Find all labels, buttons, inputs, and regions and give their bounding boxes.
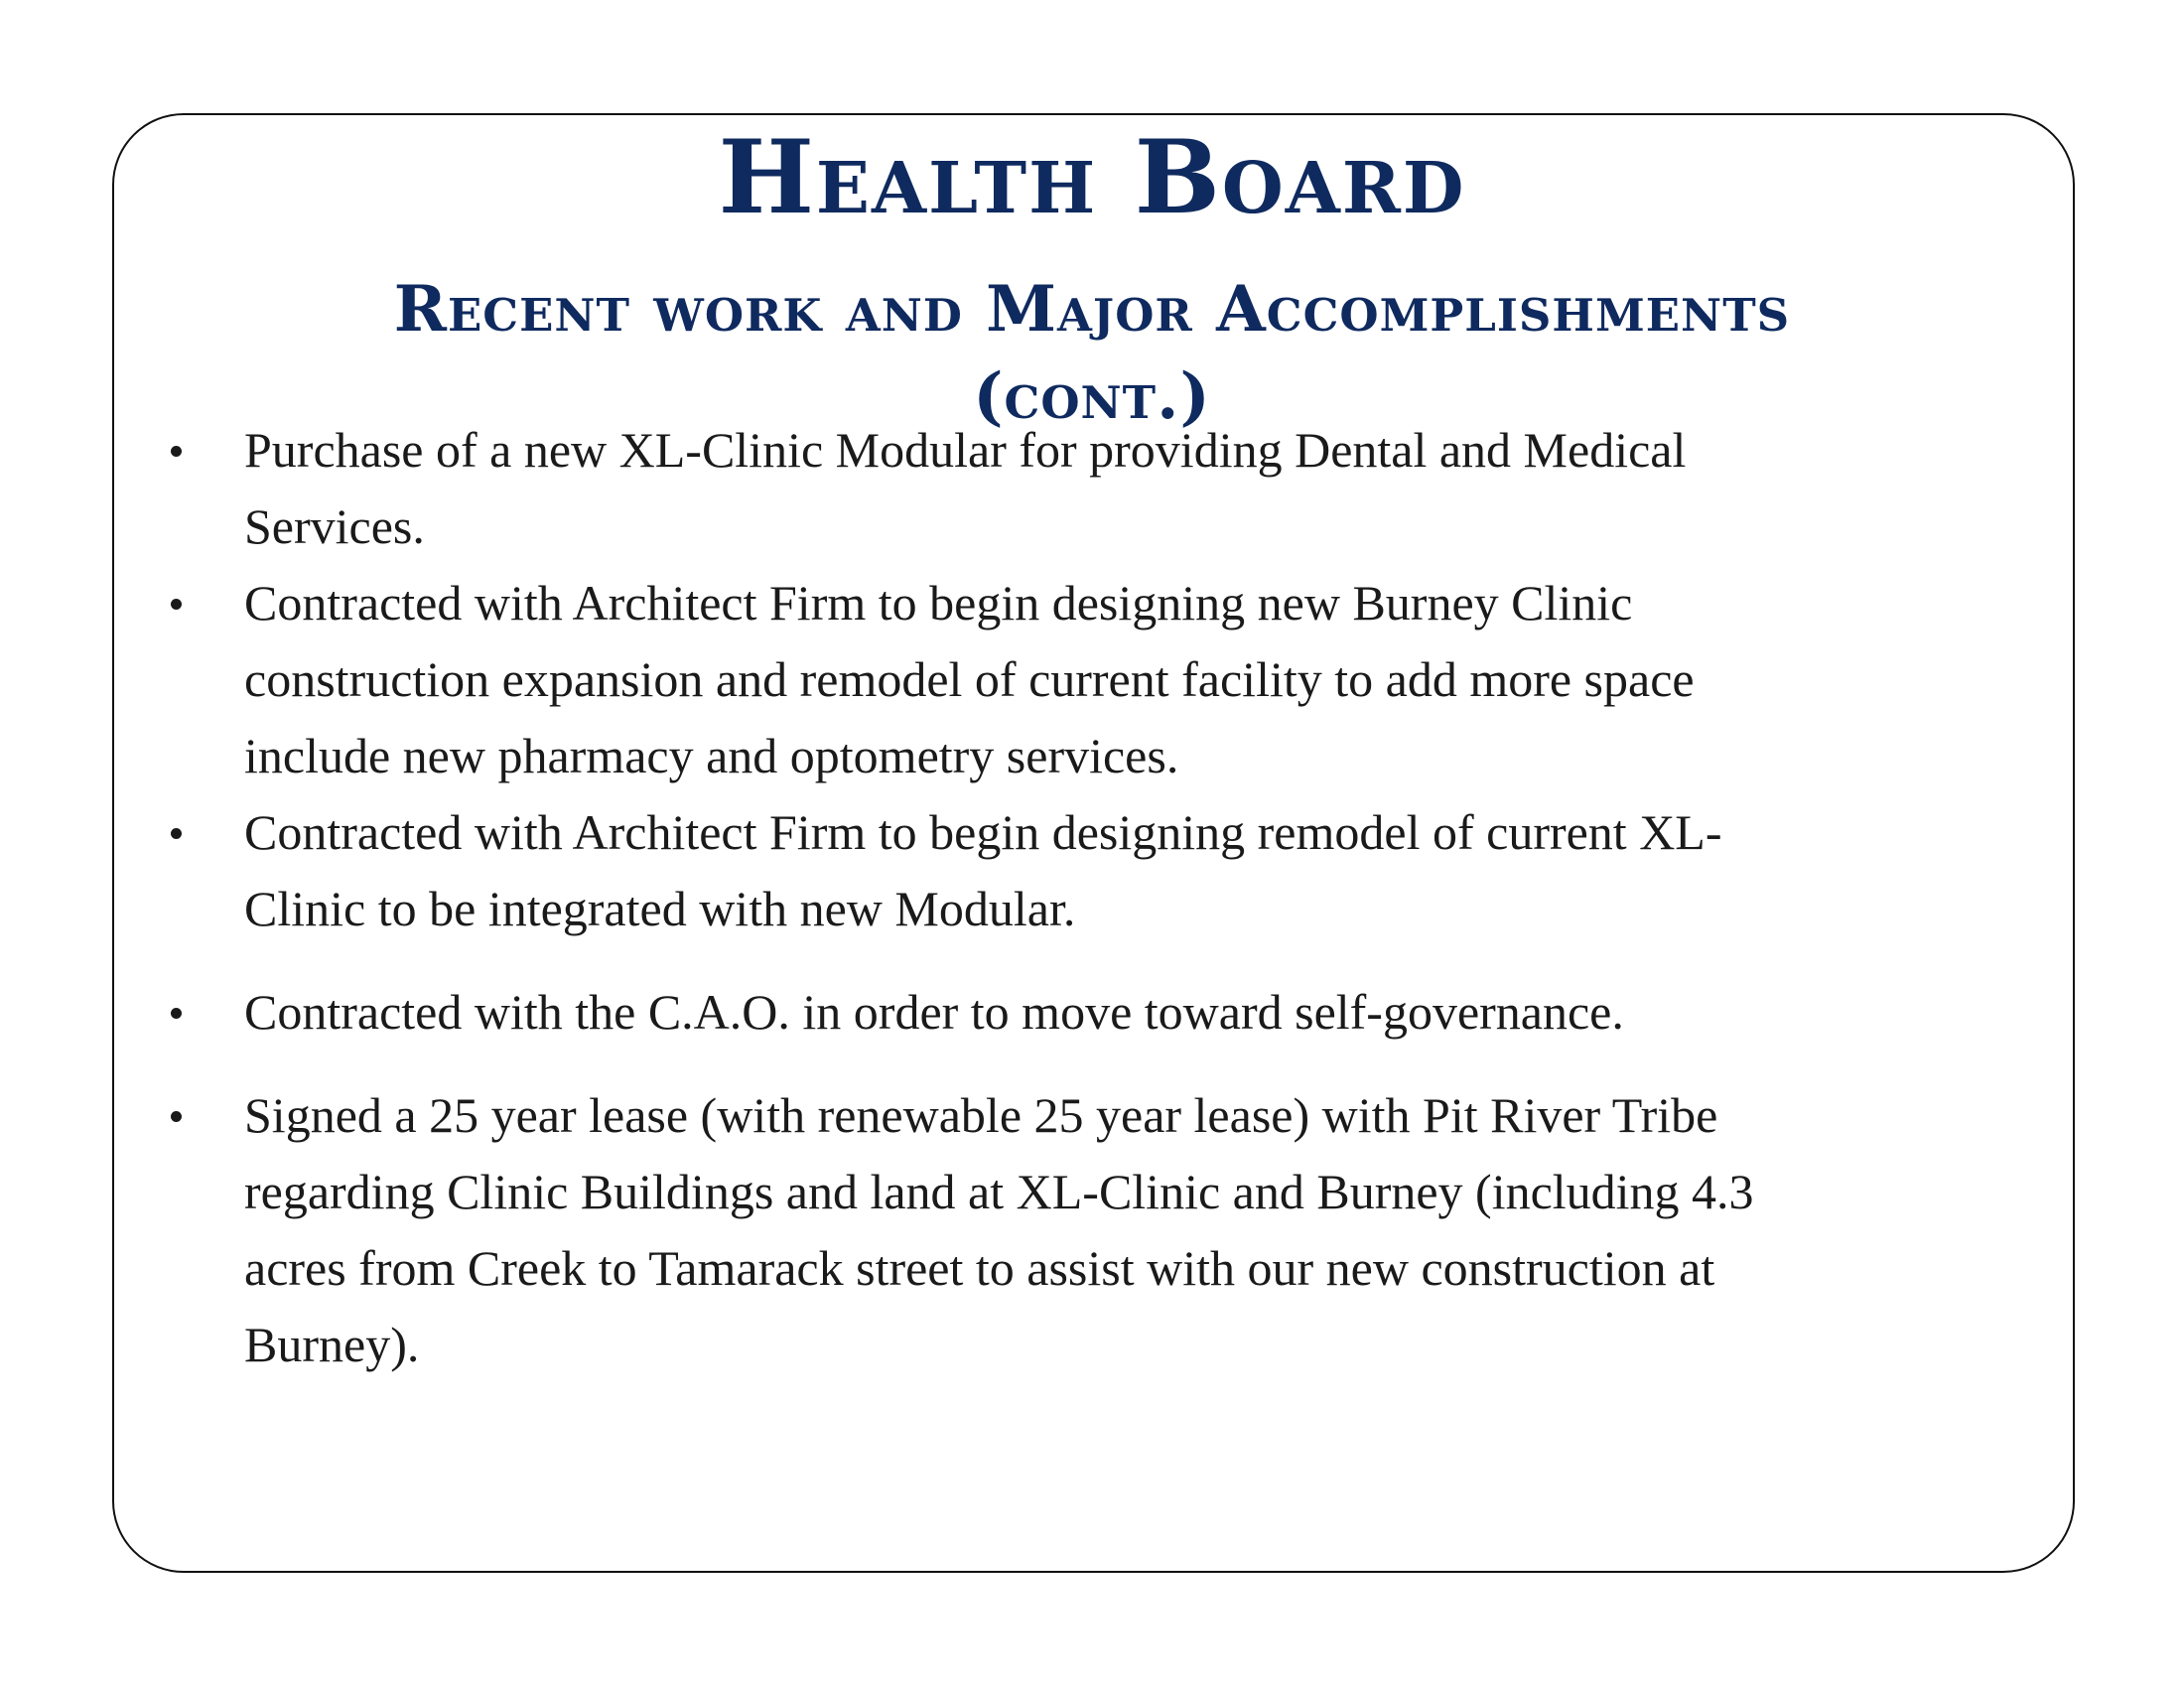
- bullet-icon: [171, 599, 182, 610]
- bullet-line: Burney).: [244, 1317, 420, 1372]
- bullet-line: Contracted with Architect Firm to begin designing remodel of current XL-: [244, 804, 1722, 860]
- bullet-icon: [171, 828, 182, 839]
- bullet-line: acres from Creek to Tamarack street to assist with our new construction at: [244, 1240, 1715, 1296]
- bullet-line: construction expansion and remodel of current facility to add more space: [244, 651, 1695, 707]
- bullet-line: Services.: [244, 498, 425, 554]
- page-title: Health Board: [718, 118, 1466, 237]
- list-item: [159, 412, 1985, 565]
- bullet-icon: [171, 1008, 182, 1019]
- bullet-line: Signed a 25 year lease (with renewable 25 year lease) with Pit River Tribe: [244, 1087, 1718, 1143]
- subtitle-line-1: Recent work and Major Accomplishments: [393, 272, 1791, 347]
- bullet-line: Contracted with the C.A.O. in order to move toward self-governance.: [244, 984, 1624, 1040]
- list-item: [159, 1077, 1985, 1383]
- subtitle-line-2: (cont.): [973, 359, 1211, 434]
- list-item: [159, 974, 1985, 1051]
- bullet-line: regarding Clinic Buildings and land at XL-Clinic and Burney (including 4.3: [244, 1164, 1754, 1219]
- bullet-line: include new pharmacy and optometry services.: [244, 728, 1179, 783]
- accomplishments-list: [159, 412, 1985, 1383]
- list-item: [159, 794, 1985, 947]
- bullet-line: Contracted with Architect Firm to begin designing new Burney Clinic: [244, 575, 1633, 631]
- bullet-line: Purchase of a new XL-Clinic Modular for providing Dental and Medical: [244, 422, 1687, 478]
- bullet-line: Clinic to be integrated with new Modular.: [244, 881, 1076, 936]
- bullet-icon: [171, 446, 182, 457]
- bullet-icon: [171, 1111, 182, 1122]
- list-item: [159, 565, 1985, 794]
